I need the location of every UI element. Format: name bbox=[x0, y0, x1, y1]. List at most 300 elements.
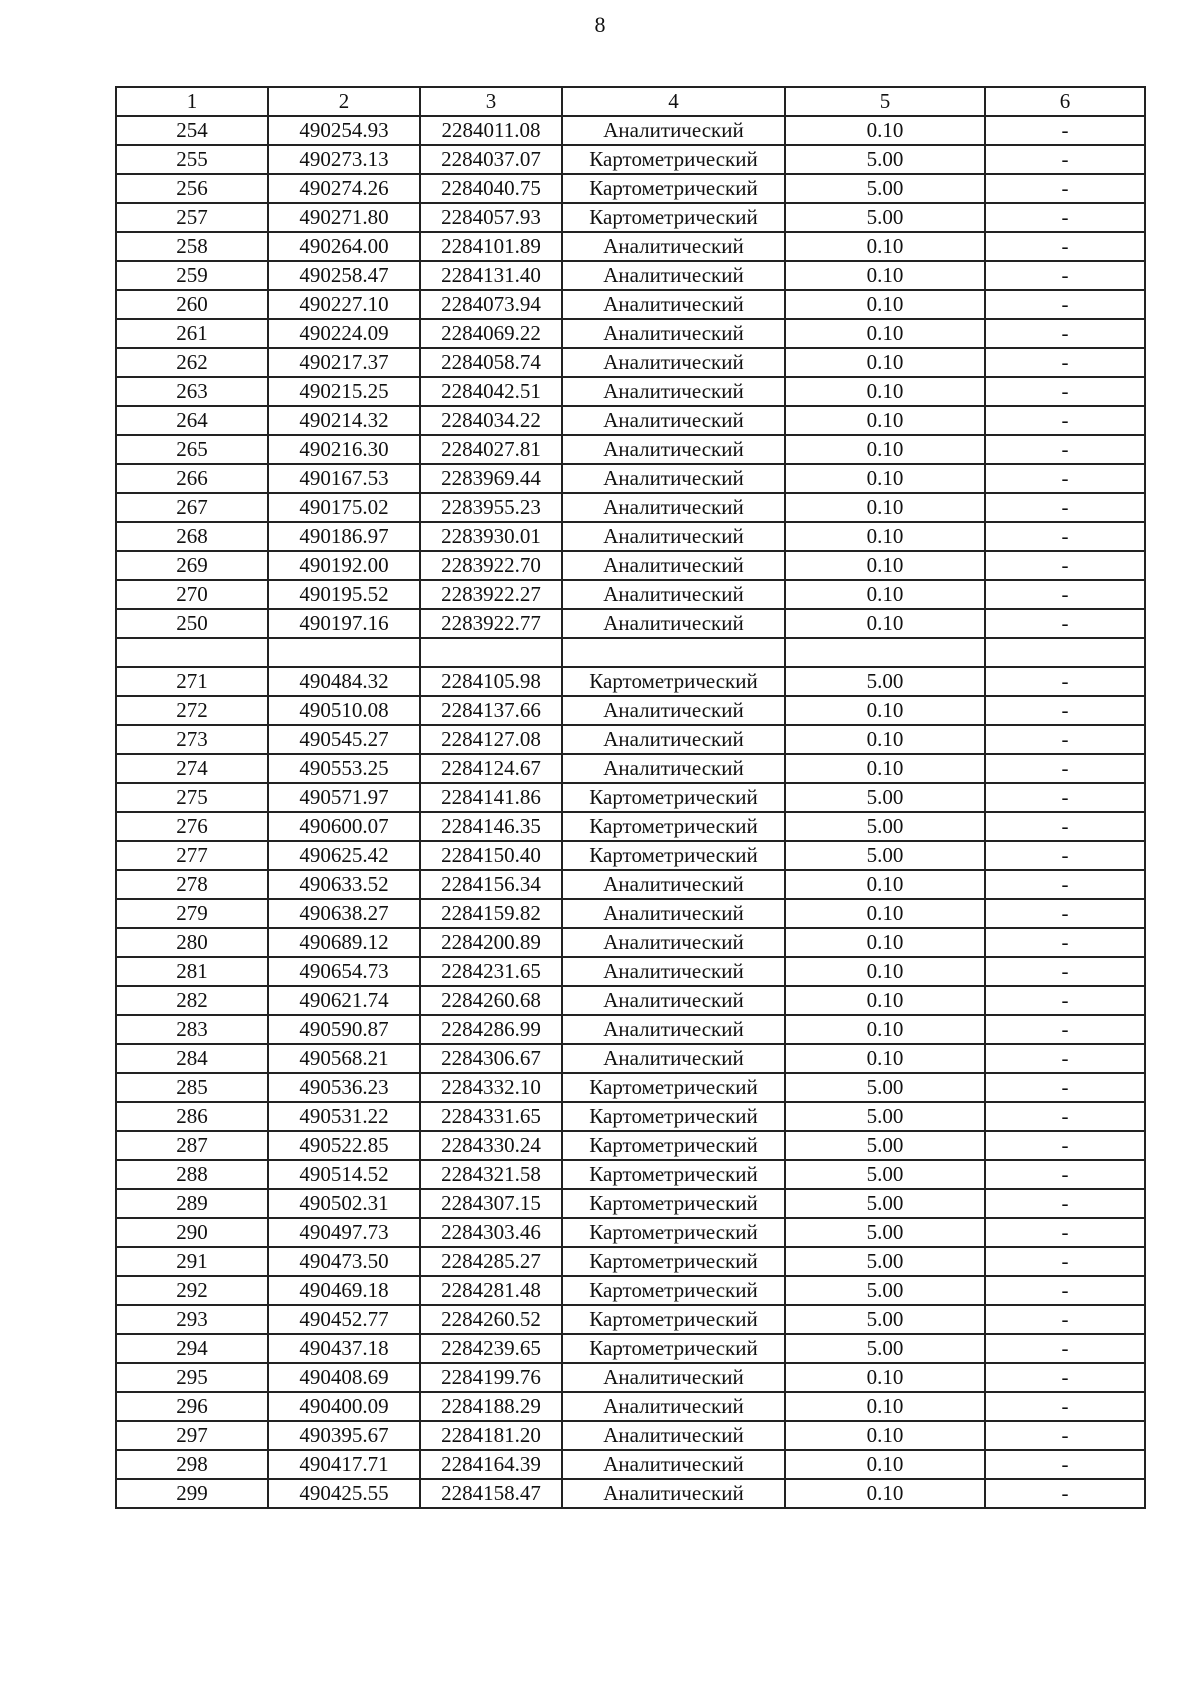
y-coordinate-cell: 2284042.51 bbox=[420, 377, 562, 406]
point-number-cell: 262 bbox=[116, 348, 268, 377]
x-coordinate-cell: 490545.27 bbox=[268, 725, 420, 754]
y-coordinate-cell: 2284164.39 bbox=[420, 1450, 562, 1479]
point-number-cell: 272 bbox=[116, 696, 268, 725]
description-cell: - bbox=[985, 841, 1145, 870]
x-coordinate-cell: 490531.22 bbox=[268, 1102, 420, 1131]
accuracy-cell: 0.10 bbox=[785, 551, 985, 580]
x-coordinate-cell: 490217.37 bbox=[268, 348, 420, 377]
method-cell: Картометрический bbox=[562, 1247, 785, 1276]
table-row bbox=[116, 986, 1145, 1015]
y-coordinate-cell: 2284011.08 bbox=[420, 116, 562, 145]
description-cell: - bbox=[985, 580, 1145, 609]
y-coordinate-cell: 2284260.52 bbox=[420, 1305, 562, 1334]
x-coordinate-cell: 490227.10 bbox=[268, 290, 420, 319]
method-cell: Аналитический bbox=[562, 725, 785, 754]
y-coordinate-cell: 2284286.99 bbox=[420, 1015, 562, 1044]
method-cell: Картометрический bbox=[562, 841, 785, 870]
column-header: 4 bbox=[562, 87, 785, 116]
point-number-cell: 298 bbox=[116, 1450, 268, 1479]
table-row bbox=[116, 1015, 1145, 1044]
x-coordinate-cell: 490590.87 bbox=[268, 1015, 420, 1044]
table-row bbox=[116, 1305, 1145, 1334]
table-row bbox=[116, 899, 1145, 928]
accuracy-cell: 0.10 bbox=[785, 261, 985, 290]
method-cell: Аналитический bbox=[562, 435, 785, 464]
x-coordinate-cell: 490214.32 bbox=[268, 406, 420, 435]
point-number-cell: 261 bbox=[116, 319, 268, 348]
point-number-cell: 259 bbox=[116, 261, 268, 290]
description-cell: - bbox=[985, 1421, 1145, 1450]
accuracy-cell: 5.00 bbox=[785, 812, 985, 841]
table-row bbox=[116, 290, 1145, 319]
table-body bbox=[116, 116, 1145, 1508]
method-cell: Картометрический bbox=[562, 1102, 785, 1131]
x-coordinate-cell: 490224.09 bbox=[268, 319, 420, 348]
method-cell: Картометрический bbox=[562, 145, 785, 174]
x-coordinate-cell: 490473.50 bbox=[268, 1247, 420, 1276]
x-coordinate-cell: 490600.07 bbox=[268, 812, 420, 841]
description-cell: - bbox=[985, 377, 1145, 406]
description-cell: - bbox=[985, 493, 1145, 522]
point-number-cell: 290 bbox=[116, 1218, 268, 1247]
method-cell: Картометрический bbox=[562, 1189, 785, 1218]
table-row bbox=[116, 754, 1145, 783]
x-coordinate-cell: 490274.26 bbox=[268, 174, 420, 203]
x-coordinate-cell: 490264.00 bbox=[268, 232, 420, 261]
method-cell bbox=[562, 638, 785, 667]
accuracy-cell: 5.00 bbox=[785, 1131, 985, 1160]
table-row bbox=[116, 232, 1145, 261]
description-cell: - bbox=[985, 435, 1145, 464]
y-coordinate-cell: 2284124.67 bbox=[420, 754, 562, 783]
accuracy-cell: 5.00 bbox=[785, 1189, 985, 1218]
y-coordinate-cell: 2284027.81 bbox=[420, 435, 562, 464]
coordinates-table bbox=[115, 86, 1146, 1509]
point-number-cell: 286 bbox=[116, 1102, 268, 1131]
table-row bbox=[116, 1073, 1145, 1102]
x-coordinate-cell: 490514.52 bbox=[268, 1160, 420, 1189]
x-coordinate-cell bbox=[268, 638, 420, 667]
column-header: 5 bbox=[785, 87, 985, 116]
point-number-cell: 267 bbox=[116, 493, 268, 522]
accuracy-cell: 0.10 bbox=[785, 928, 985, 957]
method-cell: Аналитический bbox=[562, 348, 785, 377]
point-number-cell: 277 bbox=[116, 841, 268, 870]
y-coordinate-cell: 2284231.65 bbox=[420, 957, 562, 986]
x-coordinate-cell: 490654.73 bbox=[268, 957, 420, 986]
description-cell: - bbox=[985, 1044, 1145, 1073]
accuracy-cell: 5.00 bbox=[785, 783, 985, 812]
method-cell: Картометрический bbox=[562, 174, 785, 203]
point-number-cell: 256 bbox=[116, 174, 268, 203]
point-number-cell: 292 bbox=[116, 1276, 268, 1305]
table-row bbox=[116, 145, 1145, 174]
description-cell: - bbox=[985, 1160, 1145, 1189]
method-cell: Аналитический bbox=[562, 261, 785, 290]
description-cell: - bbox=[985, 696, 1145, 725]
point-number-cell: 293 bbox=[116, 1305, 268, 1334]
x-coordinate-cell: 490400.09 bbox=[268, 1392, 420, 1421]
x-coordinate-cell: 490510.08 bbox=[268, 696, 420, 725]
x-coordinate-cell: 490625.42 bbox=[268, 841, 420, 870]
table-row bbox=[116, 1392, 1145, 1421]
description-cell: - bbox=[985, 1247, 1145, 1276]
point-number-cell: 260 bbox=[116, 290, 268, 319]
y-coordinate-cell: 2283969.44 bbox=[420, 464, 562, 493]
method-cell: Аналитический bbox=[562, 522, 785, 551]
y-coordinate-cell: 2284331.65 bbox=[420, 1102, 562, 1131]
table-row bbox=[116, 174, 1145, 203]
point-number-cell: 295 bbox=[116, 1363, 268, 1392]
method-cell: Картометрический bbox=[562, 1131, 785, 1160]
table-row bbox=[116, 667, 1145, 696]
y-coordinate-cell: 2284073.94 bbox=[420, 290, 562, 319]
y-coordinate-cell: 2284321.58 bbox=[420, 1160, 562, 1189]
y-coordinate-cell: 2284141.86 bbox=[420, 783, 562, 812]
y-coordinate-cell: 2284131.40 bbox=[420, 261, 562, 290]
x-coordinate-cell: 490522.85 bbox=[268, 1131, 420, 1160]
table-row bbox=[116, 870, 1145, 899]
table-row bbox=[116, 957, 1145, 986]
table-row bbox=[116, 928, 1145, 957]
y-coordinate-cell: 2284200.89 bbox=[420, 928, 562, 957]
description-cell: - bbox=[985, 174, 1145, 203]
table-row bbox=[116, 551, 1145, 580]
accuracy-cell: 0.10 bbox=[785, 435, 985, 464]
method-cell: Аналитический bbox=[562, 928, 785, 957]
accuracy-cell: 0.10 bbox=[785, 986, 985, 1015]
y-coordinate-cell: 2284150.40 bbox=[420, 841, 562, 870]
method-cell: Аналитический bbox=[562, 1044, 785, 1073]
accuracy-cell: 0.10 bbox=[785, 522, 985, 551]
accuracy-cell: 0.10 bbox=[785, 290, 985, 319]
method-cell: Картометрический bbox=[562, 667, 785, 696]
description-cell: - bbox=[985, 1015, 1145, 1044]
x-coordinate-cell: 490437.18 bbox=[268, 1334, 420, 1363]
y-coordinate-cell: 2284199.76 bbox=[420, 1363, 562, 1392]
column-header: 3 bbox=[420, 87, 562, 116]
table-row bbox=[116, 1276, 1145, 1305]
method-cell: Картометрический bbox=[562, 1073, 785, 1102]
accuracy-cell: 0.10 bbox=[785, 1392, 985, 1421]
table-row bbox=[116, 812, 1145, 841]
description-cell: - bbox=[985, 1276, 1145, 1305]
y-coordinate-cell: 2284069.22 bbox=[420, 319, 562, 348]
table-row bbox=[116, 464, 1145, 493]
y-coordinate-cell: 2283955.23 bbox=[420, 493, 562, 522]
description-cell: - bbox=[985, 232, 1145, 261]
description-cell bbox=[985, 638, 1145, 667]
point-number-cell: 254 bbox=[116, 116, 268, 145]
x-coordinate-cell: 490186.97 bbox=[268, 522, 420, 551]
y-coordinate-cell: 2284330.24 bbox=[420, 1131, 562, 1160]
point-number-cell bbox=[116, 638, 268, 667]
description-cell: - bbox=[985, 406, 1145, 435]
accuracy-cell: 0.10 bbox=[785, 1450, 985, 1479]
table-row bbox=[116, 1334, 1145, 1363]
accuracy-cell: 0.10 bbox=[785, 348, 985, 377]
point-number-cell: 271 bbox=[116, 667, 268, 696]
method-cell: Аналитический bbox=[562, 696, 785, 725]
accuracy-cell: 5.00 bbox=[785, 1334, 985, 1363]
accuracy-cell: 0.10 bbox=[785, 899, 985, 928]
method-cell: Картометрический bbox=[562, 1160, 785, 1189]
description-cell: - bbox=[985, 1450, 1145, 1479]
point-number-cell: 291 bbox=[116, 1247, 268, 1276]
point-number-cell: 288 bbox=[116, 1160, 268, 1189]
y-coordinate-cell: 2284281.48 bbox=[420, 1276, 562, 1305]
accuracy-cell: 0.10 bbox=[785, 609, 985, 638]
point-number-cell: 266 bbox=[116, 464, 268, 493]
table-row bbox=[116, 203, 1145, 232]
table-row bbox=[116, 522, 1145, 551]
point-number-cell: 276 bbox=[116, 812, 268, 841]
method-cell: Аналитический bbox=[562, 870, 785, 899]
method-cell: Аналитический bbox=[562, 1450, 785, 1479]
y-coordinate-cell: 2284307.15 bbox=[420, 1189, 562, 1218]
table-row bbox=[116, 609, 1145, 638]
y-coordinate-cell: 2284040.75 bbox=[420, 174, 562, 203]
description-cell: - bbox=[985, 899, 1145, 928]
point-number-cell: 257 bbox=[116, 203, 268, 232]
x-coordinate-cell: 490633.52 bbox=[268, 870, 420, 899]
point-number-cell: 296 bbox=[116, 1392, 268, 1421]
point-number-cell: 258 bbox=[116, 232, 268, 261]
page-number: 8 bbox=[594, 12, 606, 37]
accuracy-cell: 5.00 bbox=[785, 1305, 985, 1334]
accuracy-cell: 5.00 bbox=[785, 174, 985, 203]
description-cell: - bbox=[985, 1189, 1145, 1218]
method-cell: Аналитический bbox=[562, 1392, 785, 1421]
x-coordinate-cell: 490195.52 bbox=[268, 580, 420, 609]
accuracy-cell: 5.00 bbox=[785, 1102, 985, 1131]
table-row bbox=[116, 1102, 1145, 1131]
table-row bbox=[116, 319, 1145, 348]
accuracy-cell: 5.00 bbox=[785, 667, 985, 696]
y-coordinate-cell: 2284156.34 bbox=[420, 870, 562, 899]
description-cell: - bbox=[985, 812, 1145, 841]
point-number-cell: 299 bbox=[116, 1479, 268, 1508]
description-cell: - bbox=[985, 464, 1145, 493]
accuracy-cell: 0.10 bbox=[785, 464, 985, 493]
y-coordinate-cell: 2284285.27 bbox=[420, 1247, 562, 1276]
accuracy-cell: 0.10 bbox=[785, 1421, 985, 1450]
description-cell: - bbox=[985, 928, 1145, 957]
x-coordinate-cell: 490469.18 bbox=[268, 1276, 420, 1305]
table-row bbox=[116, 377, 1145, 406]
table-row bbox=[116, 493, 1145, 522]
description-cell: - bbox=[985, 783, 1145, 812]
table-row bbox=[116, 841, 1145, 870]
y-coordinate-cell: 2284034.22 bbox=[420, 406, 562, 435]
method-cell: Картометрический bbox=[562, 1334, 785, 1363]
table-row bbox=[116, 1189, 1145, 1218]
description-cell: - bbox=[985, 116, 1145, 145]
point-number-cell: 284 bbox=[116, 1044, 268, 1073]
x-coordinate-cell: 490258.47 bbox=[268, 261, 420, 290]
method-cell: Аналитический bbox=[562, 899, 785, 928]
accuracy-cell: 0.10 bbox=[785, 377, 985, 406]
x-coordinate-cell: 490571.97 bbox=[268, 783, 420, 812]
y-coordinate-cell: 2283922.27 bbox=[420, 580, 562, 609]
x-coordinate-cell: 490215.25 bbox=[268, 377, 420, 406]
table-row bbox=[116, 1044, 1145, 1073]
point-number-cell: 270 bbox=[116, 580, 268, 609]
y-coordinate-cell: 2284239.65 bbox=[420, 1334, 562, 1363]
description-cell: - bbox=[985, 1131, 1145, 1160]
x-coordinate-cell: 490408.69 bbox=[268, 1363, 420, 1392]
table-header bbox=[116, 87, 1145, 116]
x-coordinate-cell: 490273.13 bbox=[268, 145, 420, 174]
y-coordinate-cell: 2284127.08 bbox=[420, 725, 562, 754]
x-coordinate-cell: 490568.21 bbox=[268, 1044, 420, 1073]
method-cell: Аналитический bbox=[562, 116, 785, 145]
y-coordinate-cell: 2284303.46 bbox=[420, 1218, 562, 1247]
description-cell: - bbox=[985, 1218, 1145, 1247]
x-coordinate-cell: 490621.74 bbox=[268, 986, 420, 1015]
accuracy-cell: 0.10 bbox=[785, 232, 985, 261]
accuracy-cell: 0.10 bbox=[785, 1363, 985, 1392]
description-cell: - bbox=[985, 203, 1145, 232]
point-number-cell: 269 bbox=[116, 551, 268, 580]
method-cell: Аналитический bbox=[562, 1363, 785, 1392]
method-cell: Картометрический bbox=[562, 812, 785, 841]
description-cell: - bbox=[985, 986, 1145, 1015]
description-cell: - bbox=[985, 319, 1145, 348]
accuracy-cell: 5.00 bbox=[785, 1247, 985, 1276]
method-cell: Аналитический bbox=[562, 464, 785, 493]
y-coordinate-cell: 2284260.68 bbox=[420, 986, 562, 1015]
accuracy-cell: 0.10 bbox=[785, 754, 985, 783]
point-number-cell: 264 bbox=[116, 406, 268, 435]
accuracy-cell bbox=[785, 638, 985, 667]
y-coordinate-cell: 2284057.93 bbox=[420, 203, 562, 232]
y-coordinate-cell: 2284058.74 bbox=[420, 348, 562, 377]
x-coordinate-cell: 490175.02 bbox=[268, 493, 420, 522]
x-coordinate-cell: 490425.55 bbox=[268, 1479, 420, 1508]
method-cell: Аналитический bbox=[562, 957, 785, 986]
accuracy-cell: 0.10 bbox=[785, 116, 985, 145]
y-coordinate-cell: 2284188.29 bbox=[420, 1392, 562, 1421]
method-cell: Картометрический bbox=[562, 1305, 785, 1334]
y-coordinate-cell: 2284101.89 bbox=[420, 232, 562, 261]
column-header: 6 bbox=[985, 87, 1145, 116]
point-number-cell: 250 bbox=[116, 609, 268, 638]
column-header: 2 bbox=[268, 87, 420, 116]
description-cell: - bbox=[985, 957, 1145, 986]
accuracy-cell: 0.10 bbox=[785, 493, 985, 522]
description-cell: - bbox=[985, 1334, 1145, 1363]
description-cell: - bbox=[985, 348, 1145, 377]
point-number-cell: 278 bbox=[116, 870, 268, 899]
y-coordinate-cell: 2284137.66 bbox=[420, 696, 562, 725]
point-number-cell: 268 bbox=[116, 522, 268, 551]
y-coordinate-cell: 2283922.77 bbox=[420, 609, 562, 638]
x-coordinate-cell: 490271.80 bbox=[268, 203, 420, 232]
method-cell: Аналитический bbox=[562, 1015, 785, 1044]
table-row bbox=[116, 261, 1145, 290]
accuracy-cell: 0.10 bbox=[785, 1044, 985, 1073]
point-number-cell: 282 bbox=[116, 986, 268, 1015]
header-row bbox=[116, 87, 1145, 116]
method-cell: Аналитический bbox=[562, 986, 785, 1015]
description-cell: - bbox=[985, 870, 1145, 899]
point-number-cell: 281 bbox=[116, 957, 268, 986]
point-number-cell: 274 bbox=[116, 754, 268, 783]
method-cell: Аналитический bbox=[562, 551, 785, 580]
description-cell: - bbox=[985, 609, 1145, 638]
method-cell: Аналитический bbox=[562, 580, 785, 609]
y-coordinate-cell: 2284146.35 bbox=[420, 812, 562, 841]
table-row bbox=[116, 638, 1145, 667]
point-number-cell: 294 bbox=[116, 1334, 268, 1363]
point-number-cell: 279 bbox=[116, 899, 268, 928]
description-cell: - bbox=[985, 551, 1145, 580]
table-row bbox=[116, 1421, 1145, 1450]
accuracy-cell: 5.00 bbox=[785, 1073, 985, 1102]
accuracy-cell: 5.00 bbox=[785, 203, 985, 232]
y-coordinate-cell: 2283930.01 bbox=[420, 522, 562, 551]
accuracy-cell: 0.10 bbox=[785, 1015, 985, 1044]
description-cell: - bbox=[985, 1073, 1145, 1102]
x-coordinate-cell: 490254.93 bbox=[268, 116, 420, 145]
accuracy-cell: 0.10 bbox=[785, 580, 985, 609]
accuracy-cell: 0.10 bbox=[785, 319, 985, 348]
x-coordinate-cell: 490502.31 bbox=[268, 1189, 420, 1218]
accuracy-cell: 0.10 bbox=[785, 696, 985, 725]
accuracy-cell: 5.00 bbox=[785, 145, 985, 174]
accuracy-cell: 0.10 bbox=[785, 725, 985, 754]
point-number-cell: 283 bbox=[116, 1015, 268, 1044]
accuracy-cell: 0.10 bbox=[785, 870, 985, 899]
y-coordinate-cell: 2284306.67 bbox=[420, 1044, 562, 1073]
method-cell: Аналитический bbox=[562, 754, 785, 783]
accuracy-cell: 0.10 bbox=[785, 957, 985, 986]
accuracy-cell: 0.10 bbox=[785, 406, 985, 435]
description-cell: - bbox=[985, 1392, 1145, 1421]
y-coordinate-cell: 2283922.70 bbox=[420, 551, 562, 580]
accuracy-cell: 5.00 bbox=[785, 1218, 985, 1247]
accuracy-cell: 5.00 bbox=[785, 841, 985, 870]
accuracy-cell: 5.00 bbox=[785, 1276, 985, 1305]
method-cell: Картометрический bbox=[562, 783, 785, 812]
x-coordinate-cell: 490395.67 bbox=[268, 1421, 420, 1450]
description-cell: - bbox=[985, 754, 1145, 783]
x-coordinate-cell: 490689.12 bbox=[268, 928, 420, 957]
x-coordinate-cell: 490197.16 bbox=[268, 609, 420, 638]
x-coordinate-cell: 490452.77 bbox=[268, 1305, 420, 1334]
table-row bbox=[116, 1247, 1145, 1276]
point-number-cell: 287 bbox=[116, 1131, 268, 1160]
point-number-cell: 275 bbox=[116, 783, 268, 812]
method-cell: Аналитический bbox=[562, 319, 785, 348]
y-coordinate-cell: 2284159.82 bbox=[420, 899, 562, 928]
description-cell: - bbox=[985, 290, 1145, 319]
point-number-cell: 285 bbox=[116, 1073, 268, 1102]
table-row bbox=[116, 1131, 1145, 1160]
description-cell: - bbox=[985, 145, 1145, 174]
method-cell: Аналитический bbox=[562, 406, 785, 435]
y-coordinate-cell: 2284332.10 bbox=[420, 1073, 562, 1102]
x-coordinate-cell: 490536.23 bbox=[268, 1073, 420, 1102]
method-cell: Аналитический bbox=[562, 290, 785, 319]
method-cell: Картометрический bbox=[562, 1276, 785, 1305]
method-cell: Аналитический bbox=[562, 1421, 785, 1450]
method-cell: Аналитический bbox=[562, 377, 785, 406]
method-cell: Аналитический bbox=[562, 493, 785, 522]
x-coordinate-cell: 490497.73 bbox=[268, 1218, 420, 1247]
point-number-cell: 273 bbox=[116, 725, 268, 754]
